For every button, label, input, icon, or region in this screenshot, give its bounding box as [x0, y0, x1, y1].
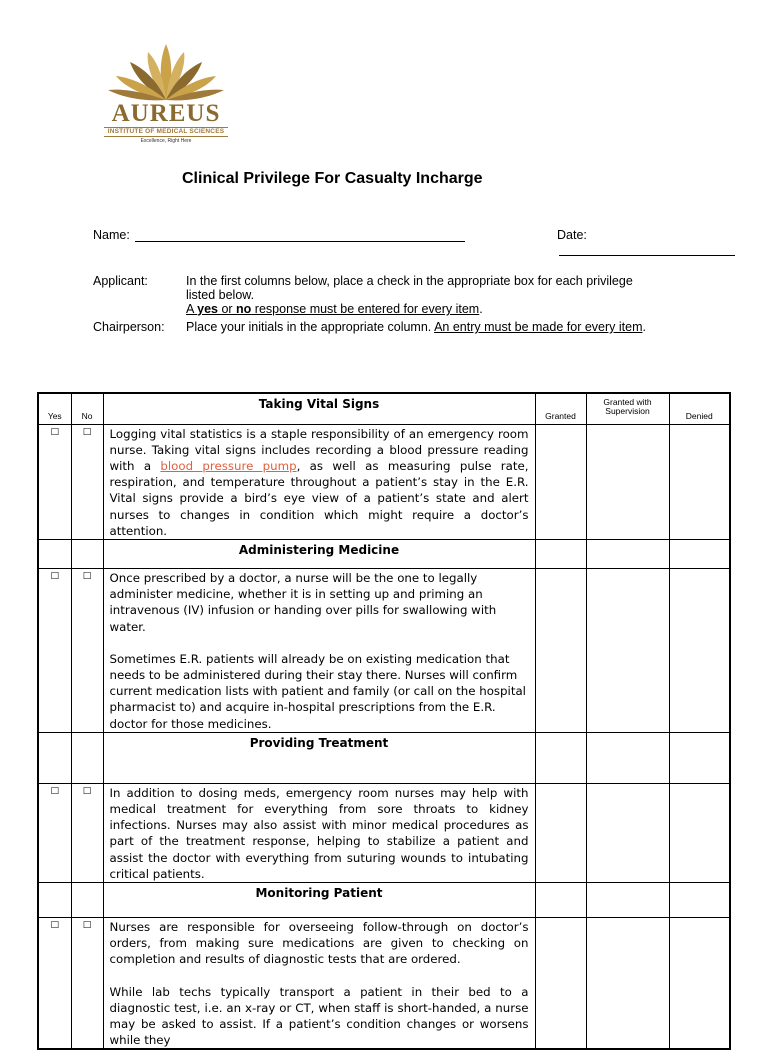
table-row [38, 732, 730, 783]
denied-cell[interactable] [669, 917, 730, 1049]
yes-header: Yes [38, 393, 71, 424]
providing-treatment-description: In addition to dosing meds, emergency room nurses may help with medical treatment for everything from sore throats to kidney infections. Nurses may also assist with minor medical procedures as part of the treatment response, helping to stabilize a patient and assist the doctor with everything from suturing wounds to intubating critical patients. [103, 783, 535, 882]
chairperson-text: Place your initials in the appropriate column. An entry must be made for every item. [186, 320, 646, 334]
name-field[interactable] [93, 228, 465, 242]
denied-cell[interactable] [669, 424, 730, 539]
table-row [38, 882, 730, 917]
section-title-administering-medicine: Administering Medicine [103, 539, 535, 568]
granted-header: Granted [535, 393, 586, 424]
date-blank-line[interactable] [559, 243, 735, 256]
lotus-emblem-icon [96, 42, 236, 104]
date-label: Date: [557, 228, 587, 242]
section-title-monitoring-patient: Monitoring Patient [103, 882, 535, 917]
chairperson-label: Chairperson: [93, 320, 165, 334]
brand-block [96, 102, 236, 144]
no-header: No [71, 393, 103, 424]
denied-cell[interactable] [669, 783, 730, 882]
administering-medicine-description: Once prescribed by a doctor, a nurse will be the one to legally administer medicine, whether it is in setting up and priming an intravenous (IV) infusion or handing over pills for swallowing with water. Sometimes E.R. patients will already be on existing medication that needs to be administered during their stay there. Nurses will confirm current medication lists with patient and family (or call on the hospital pharmacist to) and acquire in-hospital prescriptions from the E.R. doctor for those medicines. [103, 568, 535, 732]
table-row [38, 783, 730, 882]
privileges-table [37, 392, 731, 1050]
no-checkbox[interactable]: □ [71, 917, 103, 1049]
table-row [38, 424, 730, 539]
denied-cell[interactable] [669, 568, 730, 732]
table-row [38, 539, 730, 568]
granted-supervision-cell[interactable] [586, 568, 669, 732]
page-title: Clinical Privilege For Casualty Incharge [182, 170, 483, 187]
granted-cell[interactable] [535, 568, 586, 732]
no-checkbox[interactable]: □ [71, 424, 103, 539]
section-title-vital-signs: Taking Vital Signs [103, 393, 535, 424]
yes-checkbox[interactable]: □ [38, 917, 71, 1049]
granted-supervision-cell[interactable] [586, 917, 669, 1049]
name-label: Name: [93, 228, 130, 242]
yes-checkbox[interactable]: □ [38, 424, 71, 539]
brand-tagline: Excellence, Right Here [140, 138, 192, 144]
granted-supervision-cell[interactable] [586, 424, 669, 539]
brand-name: AUREUS [111, 100, 221, 127]
table-row [38, 917, 730, 1049]
applicant-label: Applicant: [93, 274, 148, 288]
section-title-providing-treatment: Providing Treatment [103, 732, 535, 783]
granted-cell[interactable] [535, 424, 586, 539]
no-checkbox[interactable]: □ [71, 568, 103, 732]
monitoring-patient-description: Nurses are responsible for overseeing follow-through on doctor’s orders, from making sure medications are given to checking on completion and results of diagnostic tests that are ordered. While lab techs typically transport a patient in their bed to a diagnostic test, i.e. an x-ray or CT, when staff is short-handed, a nurse may be asked to assist. If a patient’s condition changes or worsens while they [103, 917, 535, 1049]
table-row [38, 568, 730, 732]
applicant-line-2: listed below. [186, 288, 255, 302]
brand-subtitle: INSTITUTE OF MEDICAL SCIENCES [104, 127, 228, 137]
granted-cell[interactable] [535, 917, 586, 1049]
name-blank-line[interactable] [135, 229, 465, 242]
table-header-row [38, 393, 730, 424]
blood-pressure-pump-link[interactable]: blood pressure pump [160, 458, 297, 473]
applicant-line-3: A yes or no response must be entered for every item. [186, 302, 483, 316]
no-checkbox[interactable]: □ [71, 783, 103, 882]
denied-header: Denied [669, 393, 730, 424]
instructions [93, 274, 693, 336]
granted-supervision-cell[interactable] [586, 783, 669, 882]
yes-checkbox[interactable]: □ [38, 783, 71, 882]
applicant-line-1: In the first columns below, place a check in the appropriate box for each privilege [186, 274, 633, 288]
granted-supervision-header: Granted with Supervision [586, 393, 669, 424]
yes-checkbox[interactable]: □ [38, 568, 71, 732]
vital-signs-description: Logging vital statistics is a staple responsibility of an emergency room nurse. Taking vital signs includes recording a blood pressure reading with a blood pressure pump, as well as measuring pulse rate, respiration, and temperature throughout a patient’s stay in the E.R. Vital signs provide a bird’s eye view of a patient’s state and alert nurses to changes in condition which might require a doctor’s attention. [103, 424, 535, 539]
granted-cell[interactable] [535, 783, 586, 882]
date-field[interactable] [557, 228, 768, 256]
